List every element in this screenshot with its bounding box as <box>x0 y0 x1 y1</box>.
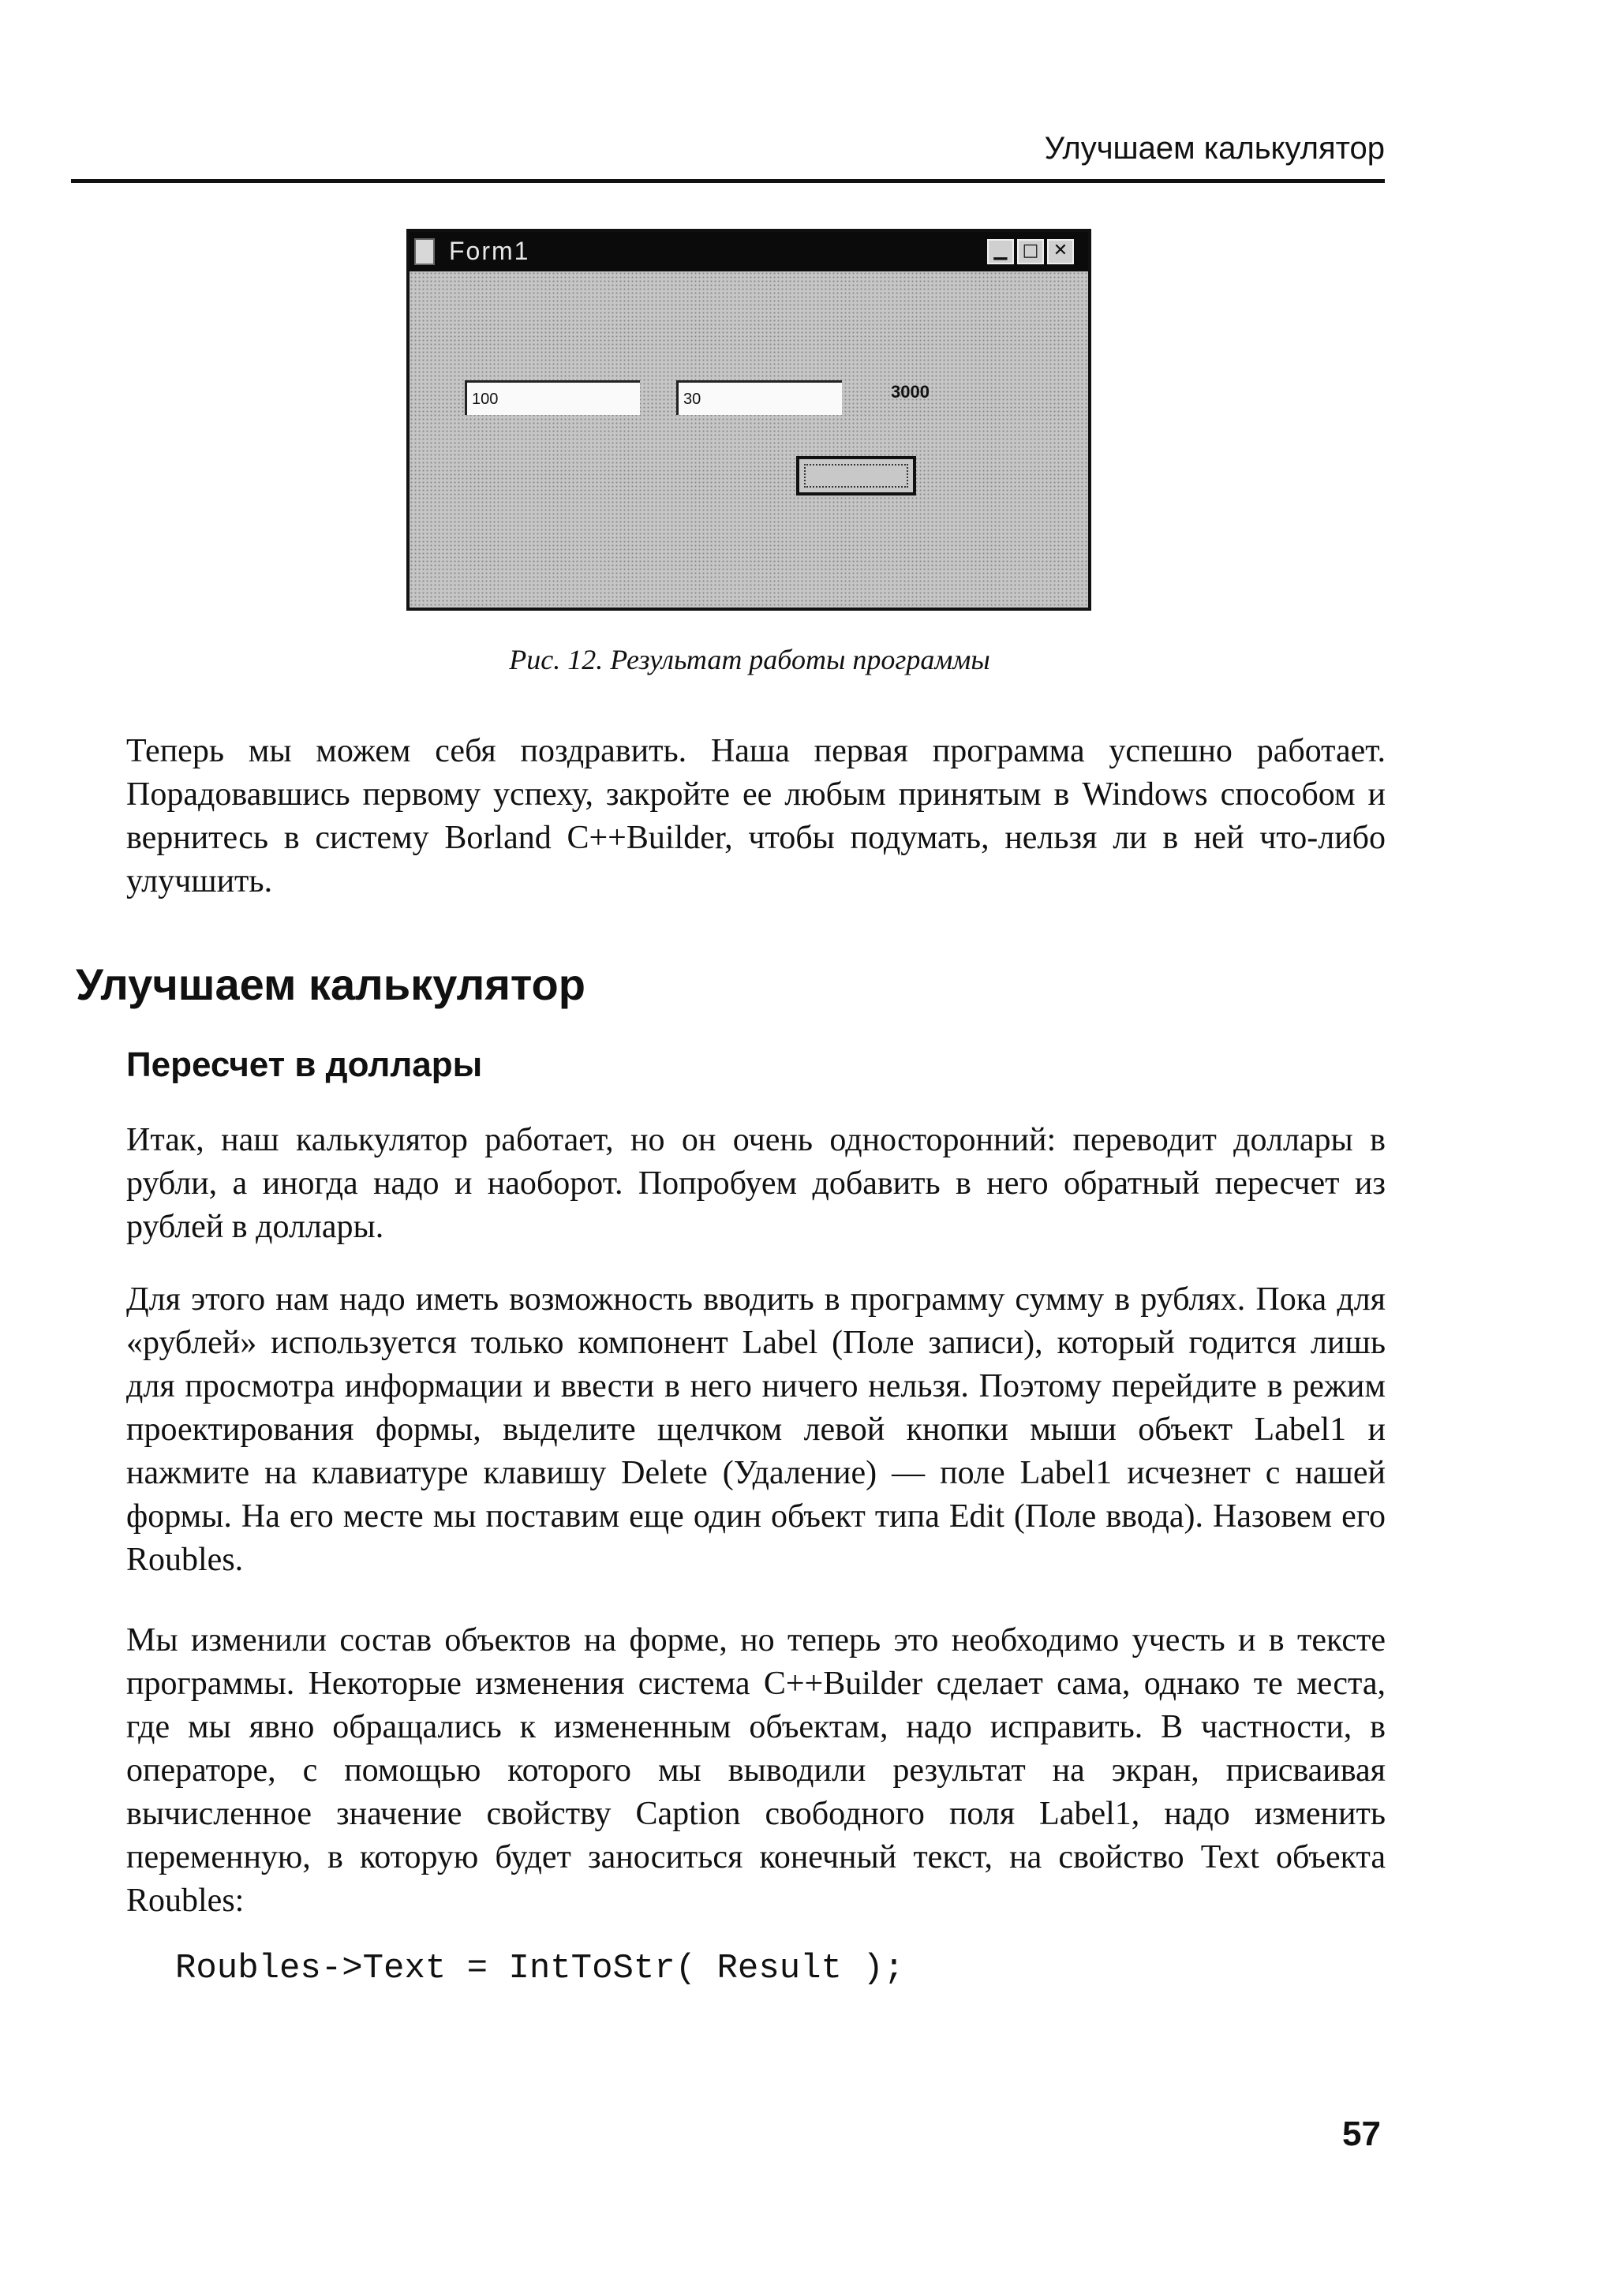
window-titlebar <box>410 232 1088 271</box>
form1-window-figure <box>406 229 1091 611</box>
section-heading: Улучшаем калькулятор <box>76 959 585 1009</box>
subsection-heading: Пересчет в доллары <box>126 1045 483 1084</box>
paragraph-intro: Итак, наш калькулятор работает, но он очень односторонний: переводит доллары в рубли, а иногда надо и наоборот. Попробуем добавить в него обратный пересчет из рублей в доллары. <box>126 1122 1386 1245</box>
running-head: Улучшаем калькулятор <box>1044 131 1385 166</box>
code-line: Roubles->Text = IntToStr( Result ); <box>175 1949 905 1988</box>
paragraph-code-change: Мы изменили состав объектов на форме, но теперь это необходимо учесть и в тексте программы. Некоторые изменения система C++Builder сделает сама, однако те места, где мы явно обращались к измененным объектам, надо исправить. В частности, в операторе, с помощью которого мы выводили результат на экран, присваивая вычисленное значение свойству Caption свободного поля Label1, надо изменить переменную, в которую будет заноситься конечный текст, на свойство Text объекта Roubles: <box>126 1622 1386 1919</box>
paragraph-delete-label: Для этого нам надо иметь возможность вводить в программу сумму в рублях. Пока для «рублей» используется только компонент Label (Поле записи), который годится лишь для просмотра информации и ввести в него ничего нельзя. Поэтому перейдите в режим проектирования формы, выделите щелчком левой кнопки мыши объект Label1 и нажмите на клавиатуре клавишу Delete (Удаление) — поле Label1 исчезнет с нашей формы. На его месте мы поставим еще один объект типа Edit (Поле ввода). Назовем его Roubles. <box>126 1281 1386 1578</box>
focus-rectangle <box>804 464 908 488</box>
app-icon <box>414 238 435 265</box>
header-rule <box>71 179 1385 183</box>
window-title: Form1 <box>449 237 530 265</box>
close-icon[interactable]: ✕ <box>1047 239 1074 264</box>
result-label: 3000 <box>891 382 930 402</box>
figure-caption: Рис. 12. Результат работы программы <box>509 644 990 675</box>
paragraph-congratulate: Теперь мы можем себя поздравить. Наша первая программа успешно работает. Порадовавшись первому успеху, закройте ее любым принятым в Windows способом и вернитесь в систему Borland C++Builder, чтобы подумать, нельзя ли в ней что-либо улучшить. <box>126 733 1386 899</box>
minimize-icon[interactable]: ▁ <box>987 239 1014 264</box>
maximize-icon[interactable]: □ <box>1017 239 1044 264</box>
rate-edit-field[interactable]: 30 <box>676 380 842 415</box>
calculate-button[interactable] <box>796 456 916 495</box>
page-number: 57 <box>1342 2115 1381 2153</box>
dollars-edit-field[interactable]: 100 <box>465 380 640 415</box>
